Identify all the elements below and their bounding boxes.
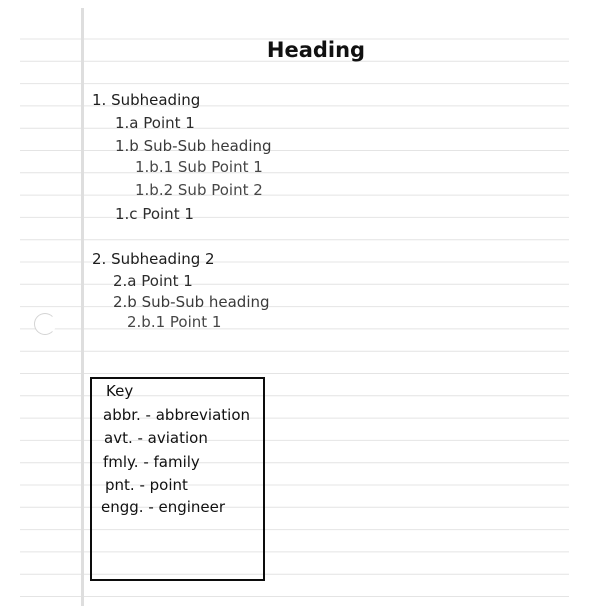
key-title: Key <box>106 382 134 400</box>
key-entry: fmly. - family <box>103 453 200 471</box>
margin-line <box>81 8 84 606</box>
page-heading: Heading <box>266 38 366 62</box>
outline-item-1b1: 1.b.1 Sub Point 1 <box>135 158 263 176</box>
key-entry: avt. - aviation <box>104 429 208 447</box>
key-entry: engg. - engineer <box>101 498 226 516</box>
outline-item-2: 2. Subheading 2 <box>92 250 215 268</box>
binder-hole <box>34 313 56 335</box>
outline-item-1b: 1.b Sub-Sub heading <box>115 137 272 155</box>
outline-item-1c: 1.c Point 1 <box>115 205 194 223</box>
outline-item-2b: 2.b Sub-Sub heading <box>113 293 270 311</box>
key-entry: abbr. - abbreviation <box>103 406 251 424</box>
outline-item-2b1: 2.b.1 Point 1 <box>127 313 222 331</box>
outline-item-1a: 1.a Point 1 <box>115 114 195 132</box>
outline-item-1b2: 1.b.2 Sub Point 2 <box>135 181 263 199</box>
outline-item-2a: 2.a Point 1 <box>113 272 193 290</box>
key-entry: pnt. - point <box>105 476 188 494</box>
outline-item-1: 1. Subheading <box>92 91 201 109</box>
